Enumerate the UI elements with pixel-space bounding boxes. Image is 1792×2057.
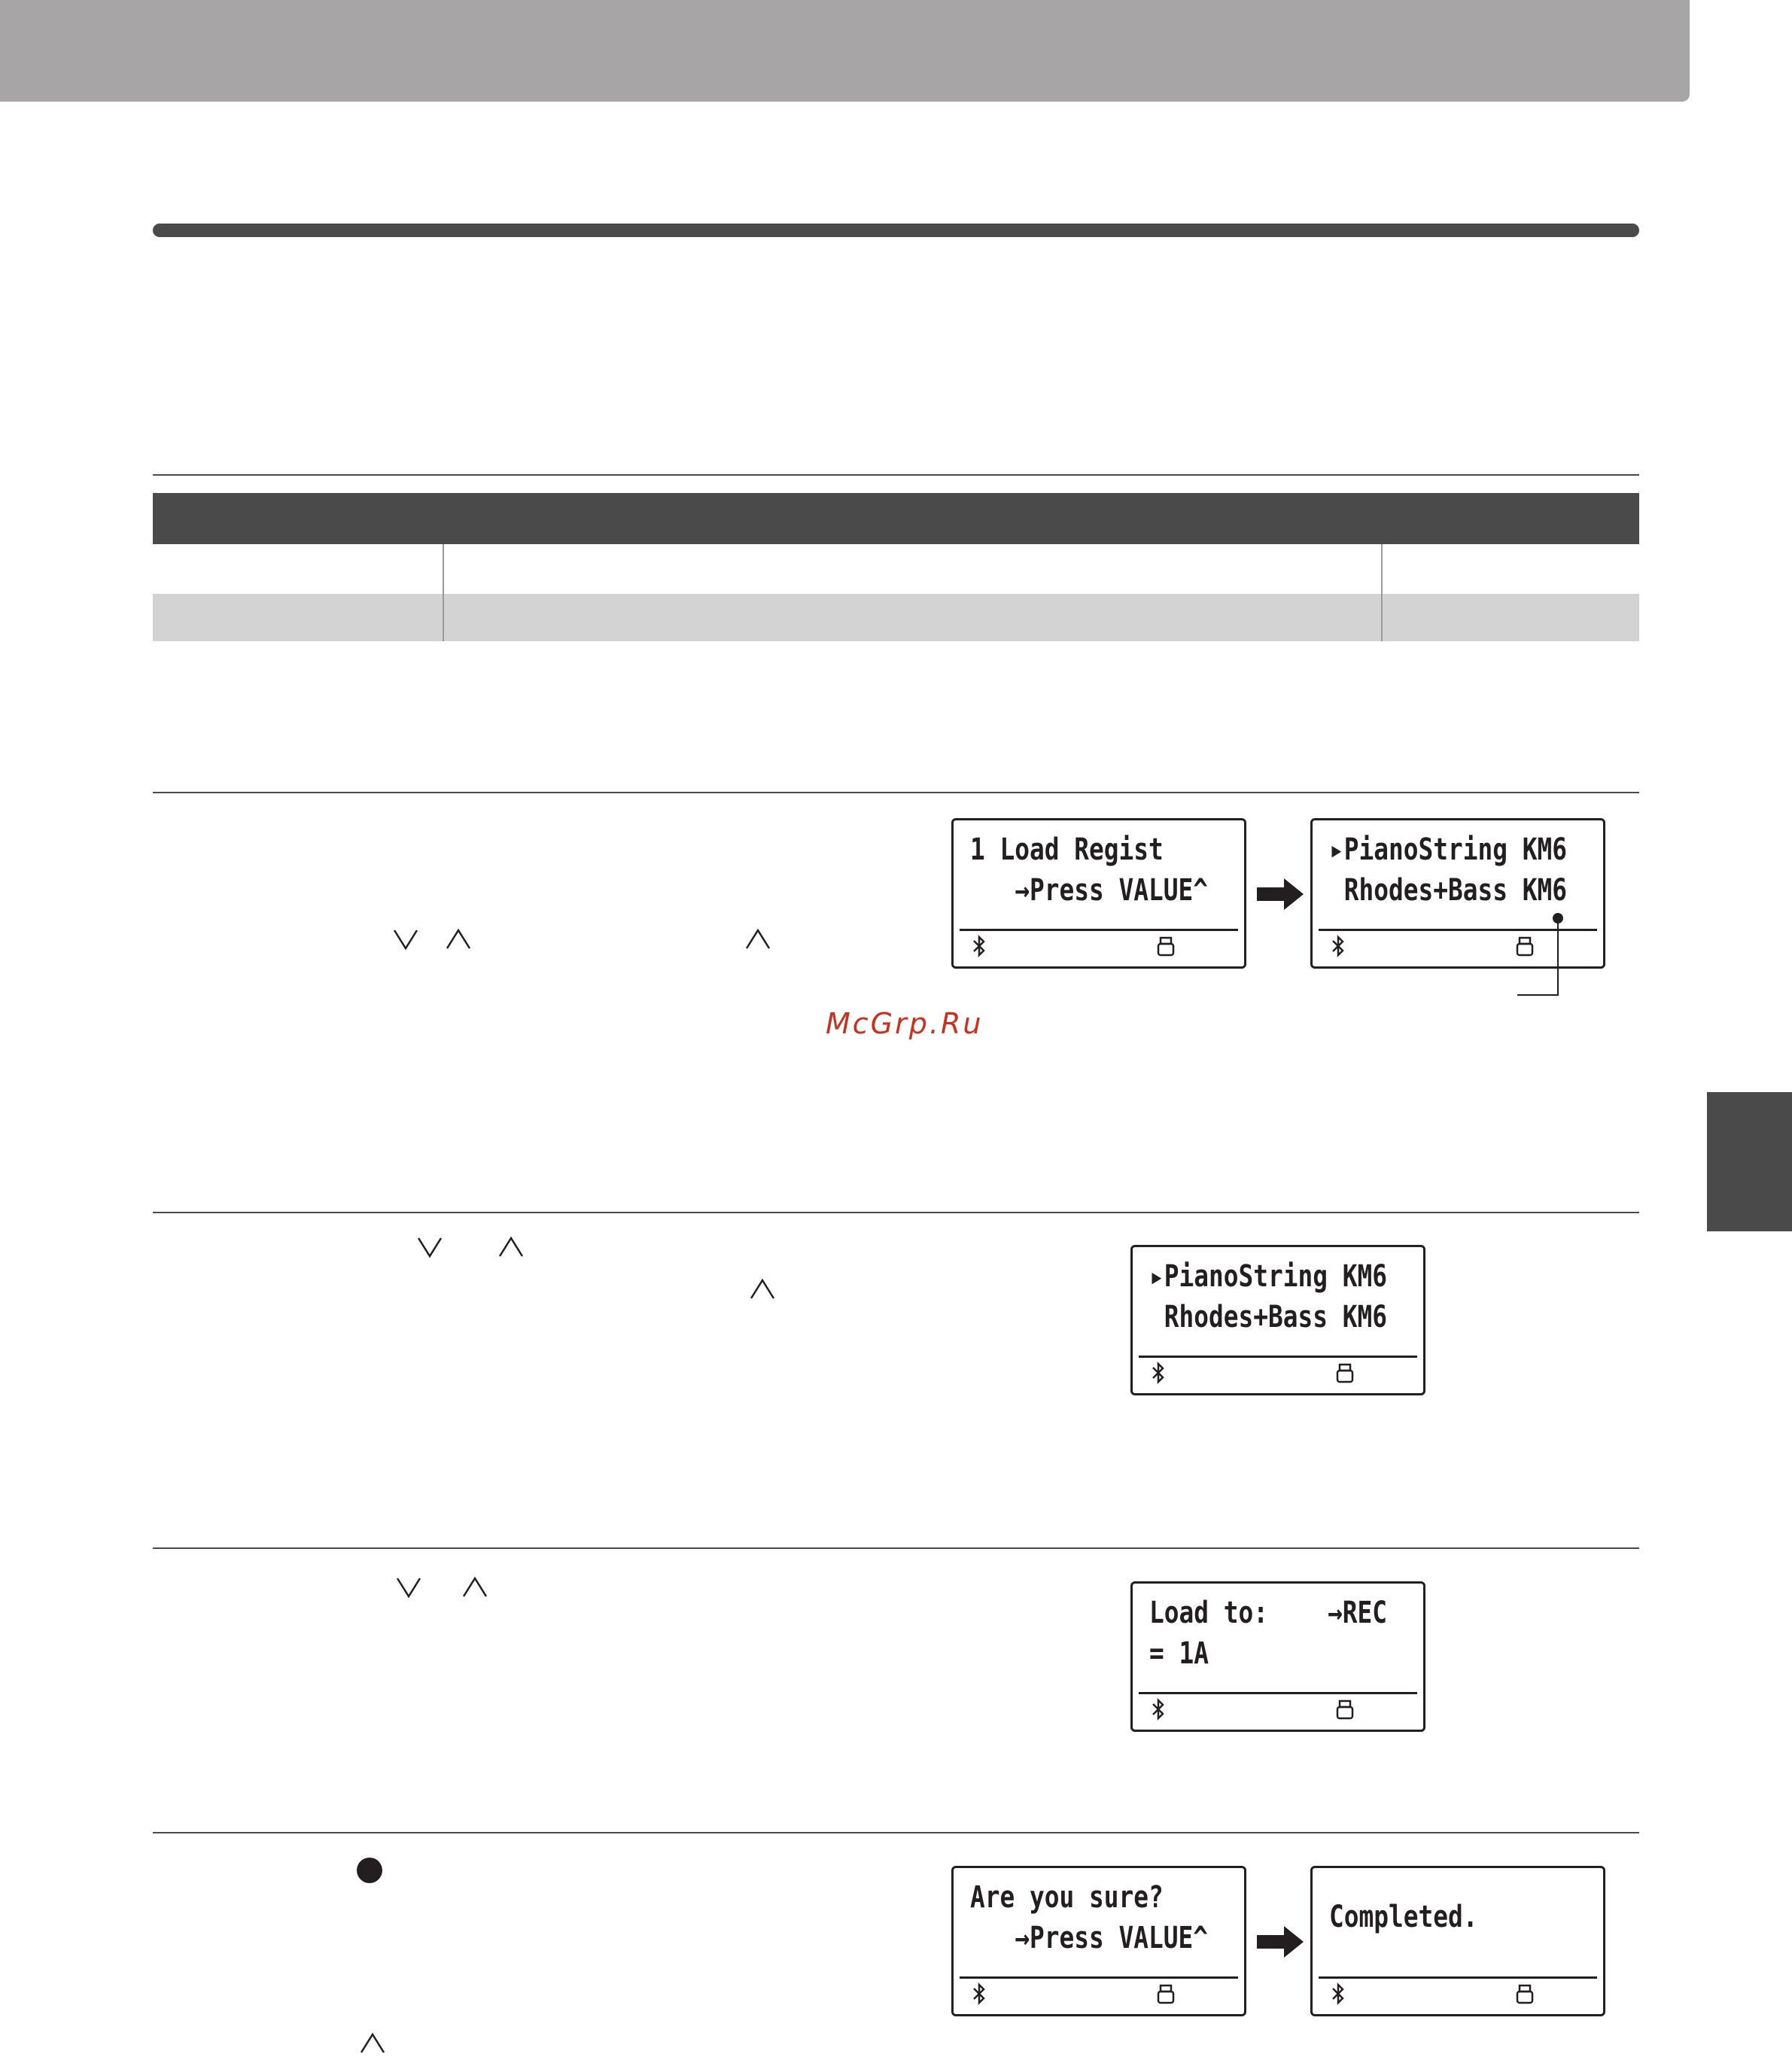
table-top-rule <box>153 474 1639 476</box>
lcd-line-1: Completed. <box>1329 1900 1478 1934</box>
lcd-line-1: ▸PianoString KM6 <box>1149 1259 1387 1294</box>
lcd-line-2: →Press VALUE^ <box>970 873 1208 908</box>
table-column-divider <box>1381 544 1383 641</box>
table-header-row <box>153 493 1639 544</box>
chevron-up-icon <box>745 928 771 951</box>
chevron-down-icon <box>393 928 418 951</box>
lcd-line-2: Rhodes+Bass KM6 <box>1329 873 1567 908</box>
table-row-shaded <box>153 594 1639 641</box>
bluetooth-icon <box>1151 1362 1166 1384</box>
step-4-rule <box>153 1832 1639 1833</box>
lcd-line-2: →Press VALUE^ <box>970 1921 1208 1955</box>
lcd-load-regist <box>951 818 1246 969</box>
lcd-line-1: 1 Load Regist <box>970 832 1164 867</box>
lcd-separator <box>1139 1692 1417 1694</box>
chevron-down-icon <box>417 1236 443 1258</box>
lcd-line-1: ▸PianoString KM6 <box>1329 832 1567 867</box>
bluetooth-icon <box>1331 935 1346 957</box>
usb-icon <box>1336 1363 1354 1384</box>
usb-icon <box>1157 936 1175 957</box>
usb-icon <box>1157 1984 1175 2005</box>
chapter-side-tab <box>1707 1092 1792 1231</box>
record-dot-icon <box>357 1858 382 1883</box>
callout-line <box>1513 911 1581 998</box>
right-arrow-icon <box>1257 878 1304 910</box>
lcd-are-you-sure <box>951 1866 1246 2016</box>
bluetooth-icon <box>1151 1698 1166 1721</box>
lcd-line-1: Load to: →REC <box>1149 1596 1387 1630</box>
bluetooth-icon <box>1331 1982 1346 2005</box>
usb-icon <box>1516 1984 1534 2005</box>
lcd-regist-list-select <box>1130 1245 1425 1395</box>
lcd-completed <box>1310 1866 1605 2016</box>
table-column-divider <box>443 544 444 641</box>
lcd-separator <box>1319 1976 1597 1979</box>
chevron-up-icon <box>462 1576 488 1599</box>
usb-icon <box>1336 1699 1354 1721</box>
step-2-rule <box>153 1212 1639 1213</box>
bluetooth-icon <box>972 1982 987 2005</box>
lcd-separator <box>960 1976 1238 1979</box>
step-3-rule <box>153 1547 1639 1549</box>
chevron-up-icon <box>360 2032 385 2055</box>
chevron-up-icon <box>498 1236 524 1258</box>
header-banner <box>0 0 1690 102</box>
lcd-load-to <box>1130 1581 1425 1732</box>
lcd-separator <box>1139 1356 1417 1358</box>
watermark: McGrp.Ru <box>826 1007 984 1040</box>
lcd-separator <box>960 929 1238 931</box>
lcd-line-2: Rhodes+Bass KM6 <box>1149 1300 1387 1334</box>
step-1-rule <box>153 792 1639 793</box>
lcd-line-2: = 1A <box>1149 1636 1209 1671</box>
lcd-line-1: Are you sure? <box>970 1880 1164 1915</box>
bluetooth-icon <box>972 935 987 957</box>
right-arrow-icon <box>1257 1926 1304 1958</box>
chevron-up-icon <box>446 928 471 951</box>
chevron-up-icon <box>750 1278 775 1301</box>
title-rule <box>153 224 1639 237</box>
chevron-down-icon <box>396 1576 421 1599</box>
